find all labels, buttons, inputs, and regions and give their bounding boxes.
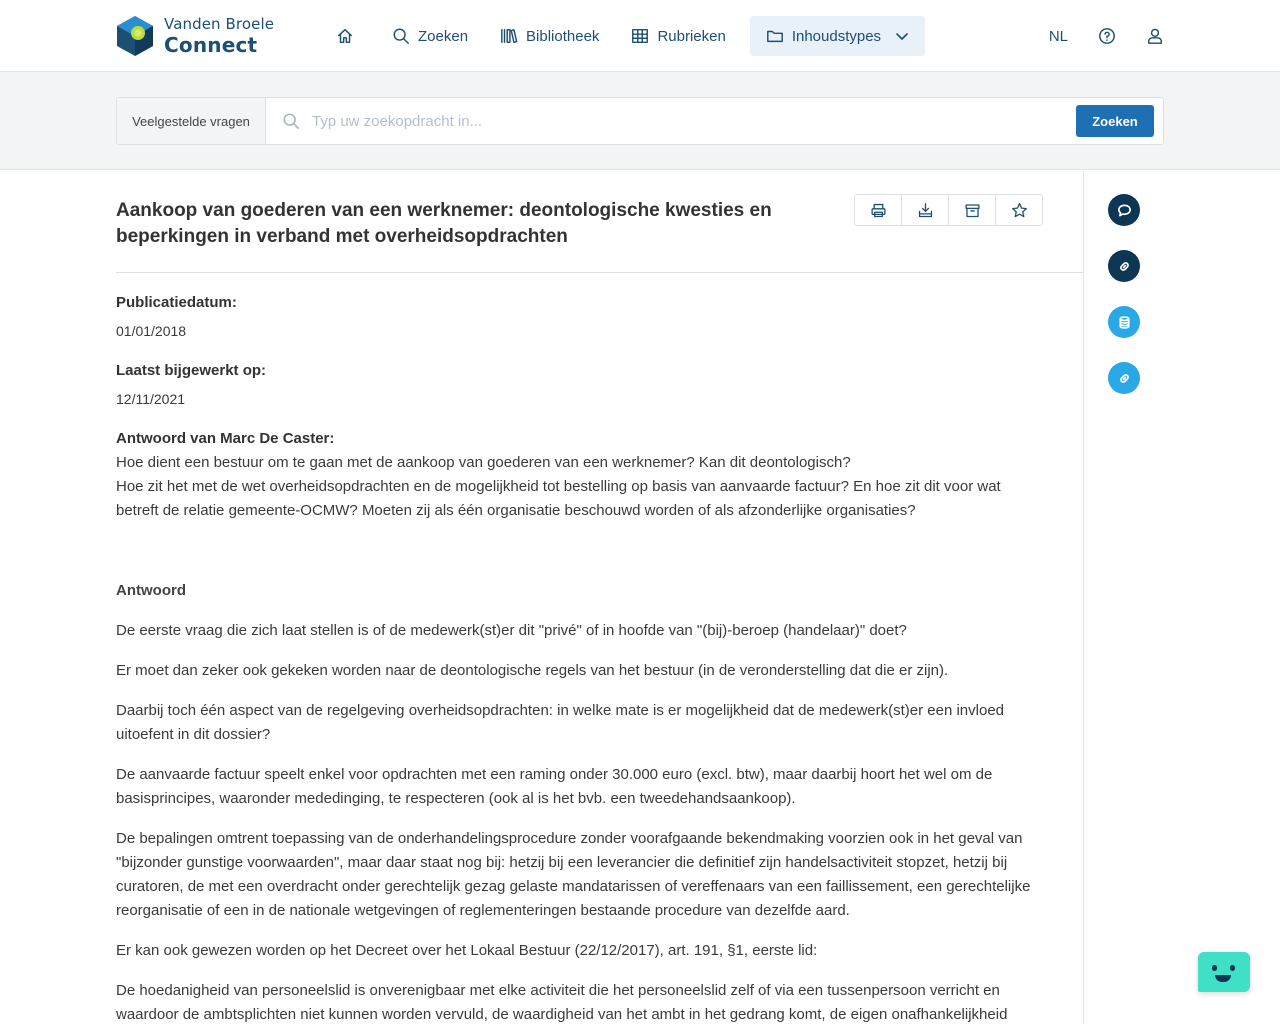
nav-rubrieken[interactable] [615,16,741,56]
article-title: Aankoop van goederen van een werknemer: deontologische kwesties en beperkingen in verband met overheidsopdrachten [116,200,772,247]
chatbot-left-eye [1212,965,1217,971]
folder-icon [766,27,784,45]
article-body [116,291,1036,1024]
comments-button[interactable] [1108,194,1140,226]
archive-button[interactable] [949,195,996,225]
last-updated-value: 12/11/2021 [116,391,186,407]
search-submit-button[interactable]: Zoeken [1076,105,1154,137]
question-block [116,451,1036,523]
chatbot-right-eye [1230,965,1235,971]
nav-rubrieken-label: Rubrieken [657,27,726,45]
database-button[interactable] [1108,306,1140,338]
download-button[interactable] [902,195,949,225]
nav-inhoudstypes[interactable] [750,16,925,56]
logo-line-1: Vanden Broele [164,15,275,33]
chatbot-smile [1215,975,1231,982]
main-nav [322,16,925,56]
nav-inhoudstypes-label: Inhoudstypes [791,27,882,45]
content-sidebar-divider [1083,171,1084,1024]
answer-author-label: Antwoord van Marc De Caster: [116,430,335,447]
nav-zoeken-label: Zoeken [418,27,469,45]
external-link-button[interactable] [1108,362,1140,394]
nav-bibliotheek-label: Bibliotheek [526,27,600,45]
logo-text [164,17,274,55]
star-icon [1011,202,1028,219]
link-icon [1117,259,1132,274]
answer-paragraph: De aanvaarde factuur speelt enkel voor opdrachten met een raming onder 30.000 euro (excl. btw), maar daarbij hoort het wel om de basisprincipes, waaronder mededinging, te respecteren (ook al is het bvb. een tweedehandsaankoop). [116,766,993,807]
table-icon [631,27,649,45]
answer-paragraph: Daarbij toch één aspect van de regelgeving overheidsopdrachten: in welke mate is er mogelijkheid dat de medewerk(st)er een invloed uitoefent in dit dossier? [116,702,1005,743]
user-icon [1146,27,1164,45]
last-updated-label: Laatst bijgewerkt op: [116,362,267,379]
answer-paragraph: De hoedanigheid van personeelslid is onverenigbaar met elke activiteit die het personeelslid zelf of via een tussenpersoon verricht en waardoor de ambtsplichten niet kunnen worden vervuld, de waardigheid van het ambt in het gedrang komt, de eigen onafhankelijkheid [116,982,1008,1023]
chatbot-launcher[interactable] [1198,952,1250,992]
database-icon [1117,315,1132,330]
top-navigation-bar [0,0,1280,72]
publication-date-label: Publicatiedatum: [116,294,237,311]
user-account-button[interactable] [1146,27,1164,45]
article-toolbar [854,194,1043,226]
archive-icon [964,202,981,219]
answer-paragraph: De eerste vraag die zich laat stellen is of de medewerk(st)er dit "privé" of in hoofde van "(bij)-beroep (handelaar)" doet? [116,622,907,639]
help-icon [1098,27,1116,45]
logo-line-2: Connect [164,33,258,57]
answer-paragraph: Er moet dan zeker ook gekeken worden naar de deontologische regels van het bestuur (in de veronderstelling dat die er zijn). [116,662,949,679]
home-icon [336,27,354,45]
print-button[interactable] [855,195,902,225]
chat-icon [1117,203,1132,218]
books-icon [500,27,518,45]
search-icon [392,27,410,45]
related-links-button[interactable] [1108,250,1140,282]
language-switch[interactable]: NL [1048,27,1068,45]
nav-home[interactable] [322,16,368,56]
nav-bibliotheek[interactable] [484,16,615,56]
question-line: Hoe zit het met de wet overheidsopdrachten en de mogelijkheid tot bestelling op basis van aanvaarde factuur? En hoe zit dit voor wat betreft de relatie gemeente-OCMW? Moeten zij als één organisatie beschouwd worden of als afzonderlijke organisaties? [116,478,1001,519]
title-divider [116,272,1083,273]
logo-hexagon-icon [116,15,154,57]
question-line: Hoe dient een bestuur om te gaan met de aankoop van goederen van een werknemer? Kan dit deontologisch? [116,454,851,471]
search-icon [282,112,300,130]
answer-paragraph: Er kan ook gewezen worden op het Decreet over het Lokaal Bestuur (22/12/2017), art. 191, §1, eerste lid: [116,942,818,959]
favorite-button[interactable] [996,195,1042,225]
search-box [116,97,1164,145]
side-action-rail [1108,194,1140,418]
answer-heading: Antwoord [116,582,186,599]
link-icon [1117,371,1132,386]
search-scope-selector[interactable]: Veelgestelde vragen [117,98,266,144]
help-button[interactable] [1098,27,1116,45]
print-icon [870,202,887,219]
search-input[interactable] [312,113,1076,130]
chevron-down-icon [895,29,909,43]
search-band [0,72,1280,170]
answer-paragraph: De bepalingen omtrent toepassing van de onderhandelingsprocedure zonder voorafgaande bekendmaking voorzien ook in het geval van "bijzonder gunstige voorwaarden", maar daar staat nog bij: hetzij bij een leverancier die definitief zijn handelsactiviteit stopzet, hetzij bij curatoren, de met een overdracht onder gerechtelijk gezag gelaste mandatarissen of vereffenaars van een faillissement, een gerechtelijke reorganisatie of een in de nationale wetgevingen of reglementeringen bestaande procedure van dezelfde aard. [116,830,1031,919]
publication-date-value: 01/01/2018 [116,323,187,339]
brand-logo[interactable] [116,15,274,57]
download-icon [917,202,934,219]
nav-zoeken[interactable] [376,16,484,56]
header-utilities [1019,16,1164,56]
